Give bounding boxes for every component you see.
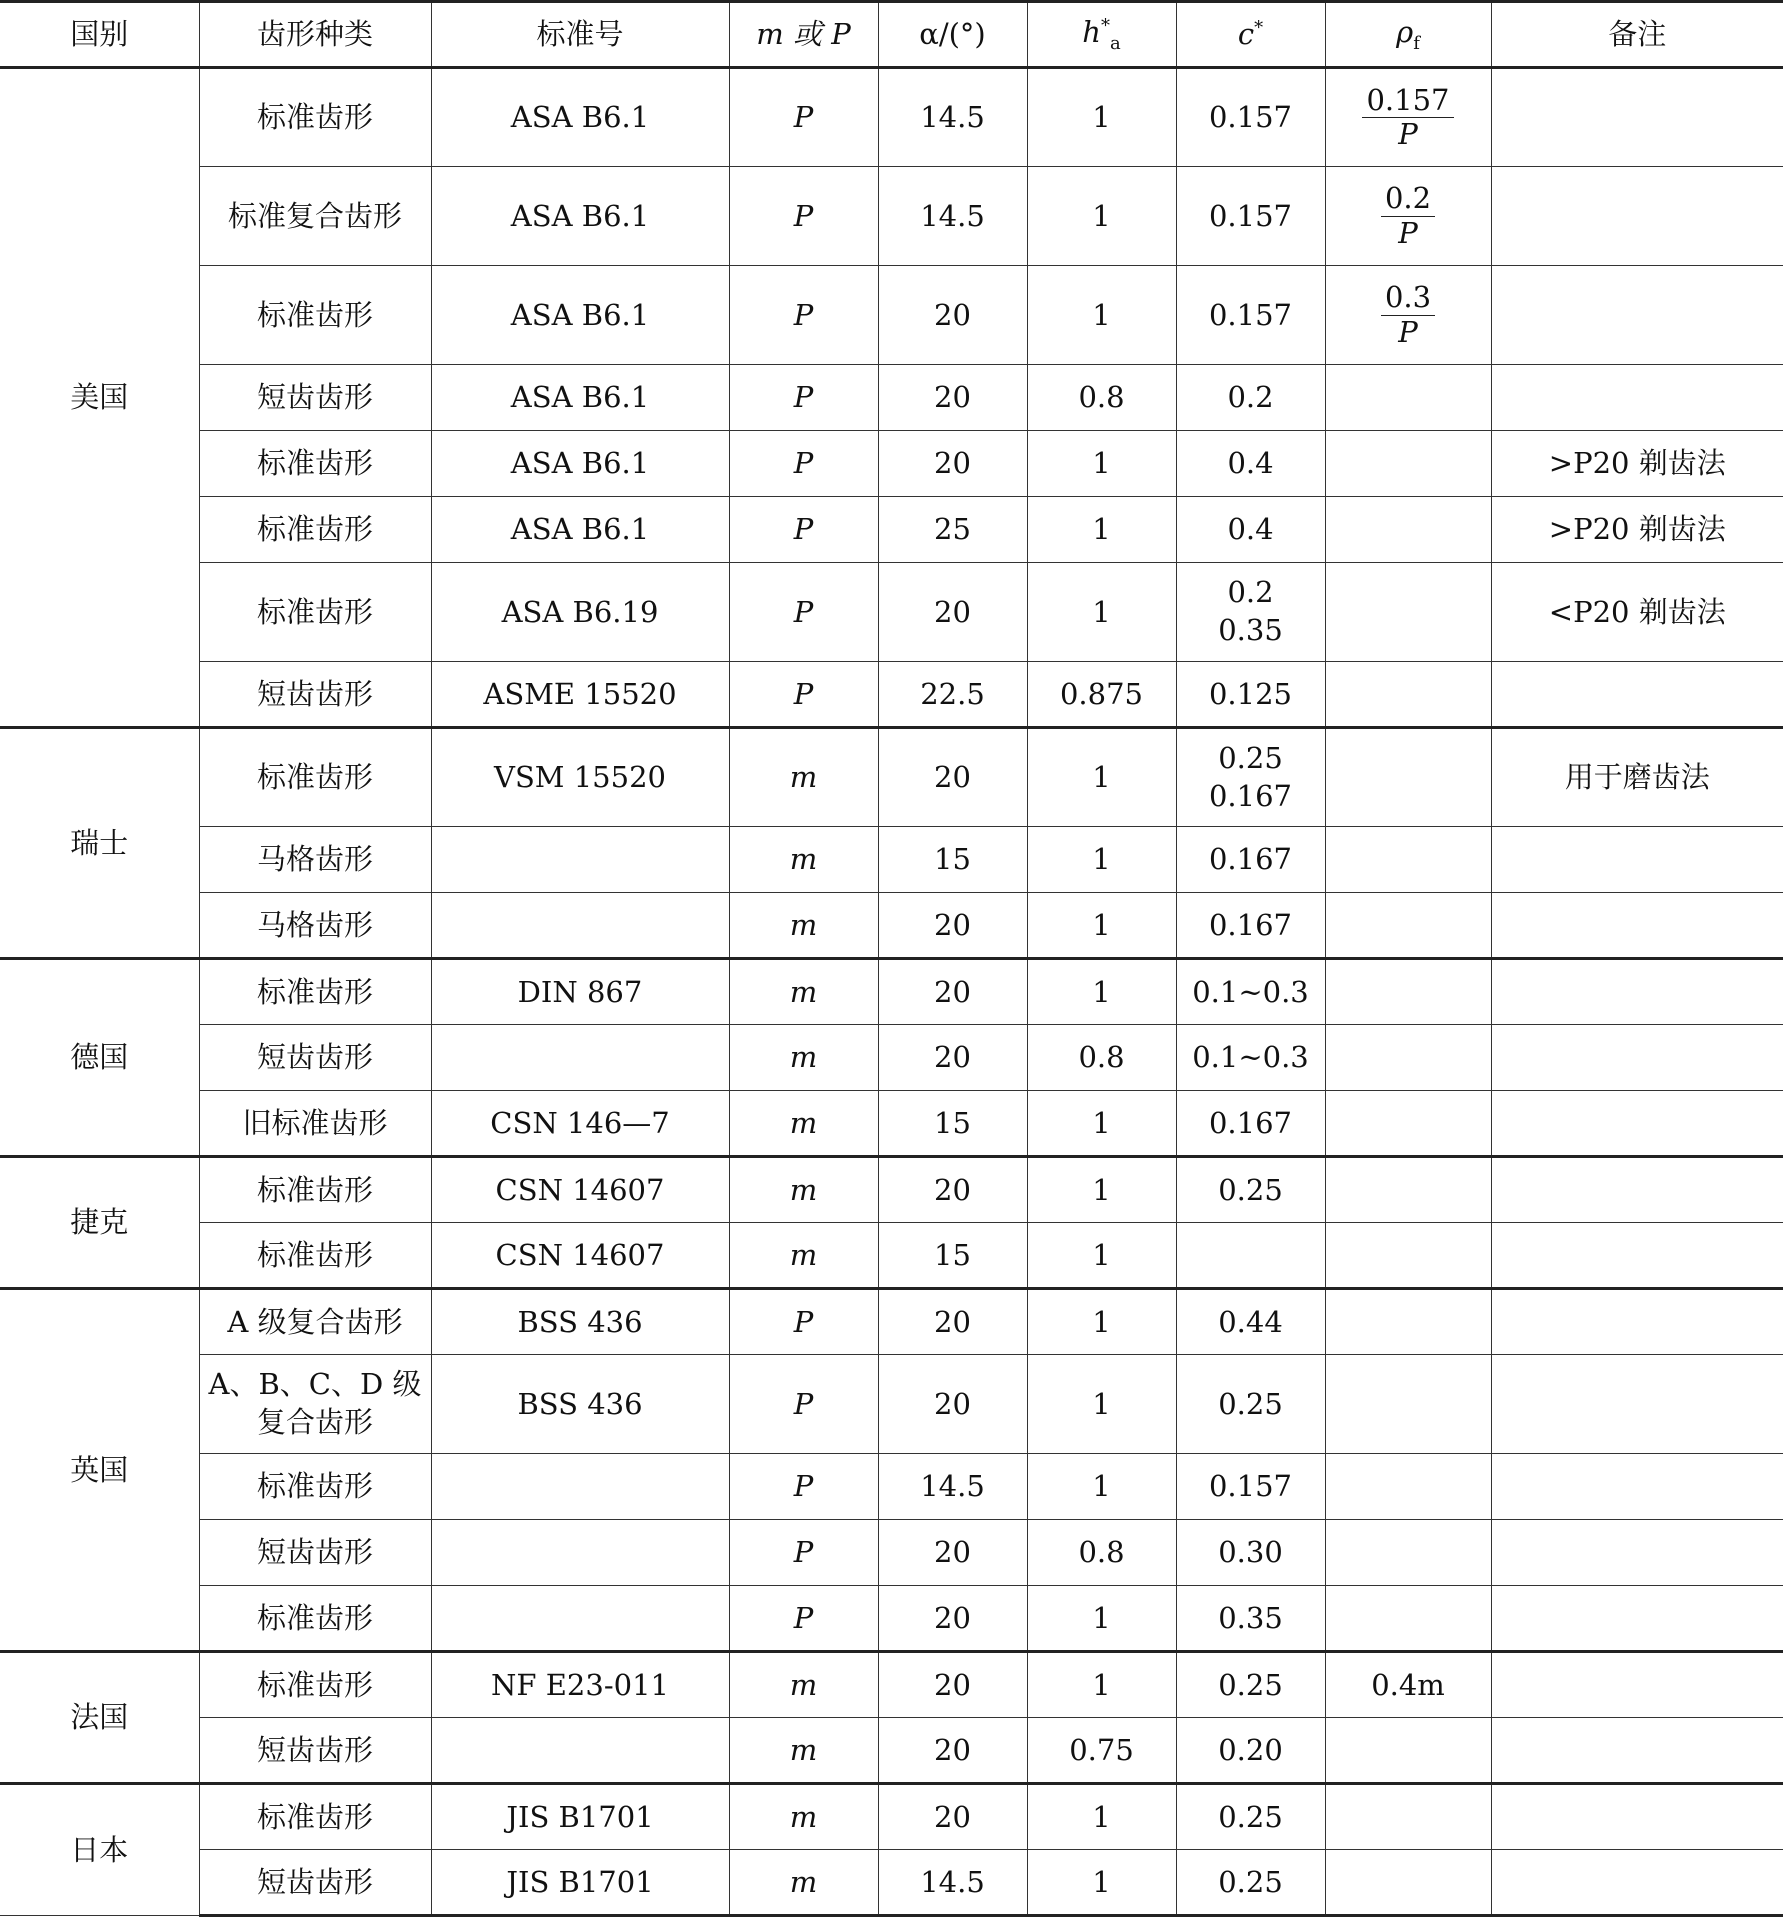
type-cell: 标准齿形 [199,497,431,563]
rho-fraction: $\frac{0.2}{P}$ [1381,182,1435,250]
mp-cell: P [729,662,878,728]
table-row [0,1784,1783,1850]
header-country: 国别 [0,2,199,68]
table-row [0,959,1783,1025]
alpha-cell: 20 [878,365,1027,431]
alpha-cell: 20 [878,1652,1027,1718]
standard-cell: ASME 15520 [431,662,729,728]
alpha-cell: 15 [878,1223,1027,1289]
c-cell: 0.4 [1176,431,1325,497]
alpha-cell: 14.5 [878,167,1027,266]
note-cell [1491,1091,1783,1157]
rho-cell [1325,1520,1491,1586]
mp-cell: P [729,1586,878,1652]
alpha-cell: 20 [878,1520,1027,1586]
type-cell: 旧标准齿形 [199,1091,431,1157]
ha-cell: 1 [1027,959,1176,1025]
alpha-cell: 15 [878,827,1027,893]
rho-cell [1325,959,1491,1025]
standard-cell [431,1025,729,1091]
rho-cell [1325,365,1491,431]
mp-cell: m [729,1784,878,1850]
ha-cell: 1 [1027,1652,1176,1718]
ha-cell: 1 [1027,1586,1176,1652]
rho-cell [1325,827,1491,893]
ha-cell: 1 [1027,563,1176,662]
c-cell: 0.157 [1176,1454,1325,1520]
mp-cell: m [729,1025,878,1091]
alpha-cell: 14.5 [878,68,1027,167]
country-cell-switzerland: 瑞士 [0,728,199,959]
standard-cell: ASA B6.1 [431,497,729,563]
table-row [0,1289,1783,1355]
c-cell: 0.157 [1176,68,1325,167]
standard-cell: ASA B6.19 [431,563,729,662]
c-cell: 0.4 [1176,497,1325,563]
standard-cell [431,1718,729,1784]
table-row [0,1223,1783,1289]
alpha-cell: 20 [878,893,1027,959]
standard-cell: ASA B6.1 [431,266,729,365]
alpha-cell: 20 [878,1718,1027,1784]
header-rho: $\rho_f$ [1325,2,1491,68]
standard-cell: ASA B6.1 [431,431,729,497]
note-cell: <P20 剃齿法 [1491,563,1783,662]
c-cell: 0.167 [1176,893,1325,959]
header-note: 备注 [1491,2,1783,68]
standard-cell [431,827,729,893]
country-cell-czech: 捷克 [0,1157,199,1289]
type-cell: 标准复合齿形 [199,167,431,266]
rho-cell [1325,1784,1491,1850]
c-cell: 0.30 [1176,1520,1325,1586]
alpha-cell: 20 [878,1586,1027,1652]
type-cell: 标准齿形 [199,1223,431,1289]
table-row [0,167,1783,266]
c-cell: 0.2 0.35 [1176,563,1325,662]
note-cell [1491,1520,1783,1586]
alpha-cell: 15 [878,1091,1027,1157]
rho-fraction: $\frac{0.157}{P}$ [1362,84,1453,152]
header-m-or-p: m 或 P [729,2,878,68]
c-cell: 0.35 [1176,1586,1325,1652]
table-row [0,1652,1783,1718]
rho-cell [1325,1718,1491,1784]
table-row [0,827,1783,893]
ha-cell: 1 [1027,1289,1176,1355]
standard-cell: DIN 867 [431,959,729,1025]
rho-cell [1325,1091,1491,1157]
c-cell: 0.25 [1176,1652,1325,1718]
table-row [0,893,1783,959]
header-standard: 标准号 [431,2,729,68]
note-cell [1491,893,1783,959]
table-row [0,728,1783,827]
type-cell: 短齿齿形 [199,1520,431,1586]
standard-cell: CSN 14607 [431,1223,729,1289]
mp-cell: m [729,893,878,959]
ha-cell: 0.75 [1027,1718,1176,1784]
note-cell [1491,1157,1783,1223]
rho-cell [1325,497,1491,563]
ha-cell: 1 [1027,266,1176,365]
mp-cell: m [729,1652,878,1718]
ha-cell: 1 [1027,1850,1176,1916]
alpha-cell: 14.5 [878,1850,1027,1916]
alpha-cell: 20 [878,959,1027,1025]
standard-cell: CSN 146—7 [431,1091,729,1157]
table-row [0,1850,1783,1916]
note-cell [1491,365,1783,431]
rho-cell [1325,266,1491,365]
header-ha: $h^*_a$ [1027,2,1176,68]
mp-cell: P [729,167,878,266]
type-cell: 标准齿形 [199,68,431,167]
mp-cell: m [729,728,878,827]
country-cell-uk: 英国 [0,1289,199,1652]
type-cell: 马格齿形 [199,893,431,959]
rho-cell [1325,728,1491,827]
type-cell: 标准齿形 [199,959,431,1025]
type-cell: 标准齿形 [199,1652,431,1718]
type-cell: 短齿齿形 [199,365,431,431]
table-row [0,662,1783,728]
ha-cell: 1 [1027,68,1176,167]
note-cell [1491,68,1783,167]
ha-cell: 1 [1027,728,1176,827]
note-cell: >P20 剃齿法 [1491,497,1783,563]
type-cell: 标准齿形 [199,266,431,365]
rho-cell [1325,1850,1491,1916]
type-cell: 标准齿形 [199,563,431,662]
mp-cell: m [729,959,878,1025]
alpha-cell: 14.5 [878,1454,1027,1520]
mp-cell: P [729,1520,878,1586]
type-cell: 标准齿形 [199,1586,431,1652]
type-cell: 短齿齿形 [199,662,431,728]
note-cell [1491,1718,1783,1784]
note-cell [1491,959,1783,1025]
rho-cell [1325,1223,1491,1289]
ha-cell: 1 [1027,497,1176,563]
note-cell [1491,662,1783,728]
standard-cell: VSM 15520 [431,728,729,827]
ha-cell: 1 [1027,167,1176,266]
table-row [0,68,1783,167]
type-cell: 标准齿形 [199,1157,431,1223]
country-cell-germany: 德国 [0,959,199,1157]
c-cell: 0.25 0.167 [1176,728,1325,827]
note-cell [1491,1586,1783,1652]
type-cell: 马格齿形 [199,827,431,893]
ha-cell: 1 [1027,1223,1176,1289]
mp-cell: m [729,827,878,893]
country-cell-japan: 日本 [0,1784,199,1916]
note-cell [1491,1784,1783,1850]
ha-cell: 0.8 [1027,1520,1176,1586]
rho-cell [1325,1355,1491,1454]
rho-cell [1325,1289,1491,1355]
c-cell: 0.1~0.3 [1176,959,1325,1025]
note-cell [1491,1454,1783,1520]
ha-cell: 0.875 [1027,662,1176,728]
alpha-cell: 20 [878,1025,1027,1091]
ha-cell: 0.8 [1027,1025,1176,1091]
alpha-cell: 22.5 [878,662,1027,728]
note-cell [1491,1355,1783,1454]
standard-cell: CSN 14607 [431,1157,729,1223]
mp-cell: m [729,1157,878,1223]
ha-cell: 1 [1027,431,1176,497]
ha-cell: 1 [1027,1355,1176,1454]
ha-cell: 1 [1027,827,1176,893]
table-row [0,1355,1783,1454]
rho-cell [1325,563,1491,662]
standard-cell: ASA B6.1 [431,68,729,167]
mp-cell: P [729,1355,878,1454]
c-cell: 0.25 [1176,1355,1325,1454]
country-cell-france: 法国 [0,1652,199,1784]
c-cell: 0.1~0.3 [1176,1025,1325,1091]
standard-cell: ASA B6.1 [431,167,729,266]
ha-cell: 1 [1027,1454,1176,1520]
table-row [0,497,1783,563]
c-cell: 0.25 [1176,1850,1325,1916]
table-row [0,266,1783,365]
type-cell: 短齿齿形 [199,1718,431,1784]
type-cell: A、B、C、D 级 复合齿形 [199,1355,431,1454]
rho-cell [1325,1157,1491,1223]
alpha-cell: 20 [878,728,1027,827]
table-row [0,1454,1783,1520]
alpha-cell: 20 [878,1355,1027,1454]
note-cell [1491,1850,1783,1916]
c-cell: 0.25 [1176,1784,1325,1850]
c-cell: 0.167 [1176,1091,1325,1157]
rho-cell [1325,662,1491,728]
rho-cell [1325,68,1491,167]
table-row [0,1718,1783,1784]
mp-cell: P [729,1289,878,1355]
ha-cell: 1 [1027,893,1176,959]
c-cell: 0.157 [1176,266,1325,365]
rho-fraction: $\frac{0.3}{P}$ [1381,281,1435,349]
type-cell: 标准齿形 [199,1784,431,1850]
header-alpha: α/(°) [878,2,1027,68]
note-cell: 用于磨齿法 [1491,728,1783,827]
c-cell: 0.20 [1176,1718,1325,1784]
alpha-cell: 20 [878,431,1027,497]
rho-cell [1325,1025,1491,1091]
note-cell [1491,167,1783,266]
standard-cell [431,1586,729,1652]
rho-cell [1325,431,1491,497]
table-row [0,431,1783,497]
type-cell: A 级复合齿形 [199,1289,431,1355]
standard-cell: BSS 436 [431,1355,729,1454]
mp-cell: P [729,266,878,365]
c-cell: 0.125 [1176,662,1325,728]
alpha-cell: 20 [878,1289,1027,1355]
mp-cell: m [729,1718,878,1784]
standard-cell: BSS 436 [431,1289,729,1355]
standard-cell: JIS B1701 [431,1850,729,1916]
rho-cell [1325,1454,1491,1520]
note-cell [1491,1025,1783,1091]
table-row [0,1586,1783,1652]
type-cell: 标准齿形 [199,1454,431,1520]
c-cell: 0.2 [1176,365,1325,431]
c-cell: 0.167 [1176,827,1325,893]
ha-cell: 1 [1027,1091,1176,1157]
header-row [0,2,1783,68]
alpha-cell: 20 [878,1157,1027,1223]
ha-cell: 0.8 [1027,365,1176,431]
table-row [0,563,1783,662]
mp-cell: m [729,1223,878,1289]
country-cell-usa: 美国 [0,68,199,728]
standard-cell [431,1454,729,1520]
mp-cell: P [729,497,878,563]
alpha-cell: 20 [878,266,1027,365]
ha-cell: 1 [1027,1784,1176,1850]
mp-cell: P [729,365,878,431]
mp-cell: P [729,1454,878,1520]
c-cell: 0.25 [1176,1157,1325,1223]
type-cell: 标准齿形 [199,431,431,497]
c-cell: 0.44 [1176,1289,1325,1355]
mp-cell: m [729,1091,878,1157]
table-row [0,1157,1783,1223]
standard-cell [431,1520,729,1586]
table-row [0,1091,1783,1157]
rho-cell [1325,893,1491,959]
ha-cell: 1 [1027,1157,1176,1223]
standard-cell [431,893,729,959]
note-cell [1491,1652,1783,1718]
mp-cell: P [729,68,878,167]
header-type: 齿形种类 [199,2,431,68]
table-row [0,365,1783,431]
standard-cell: ASA B6.1 [431,365,729,431]
mp-cell: P [729,431,878,497]
c-cell: 0.157 [1176,167,1325,266]
rho-cell [1325,1586,1491,1652]
alpha-cell: 20 [878,1784,1027,1850]
header-c: c* [1176,2,1325,68]
table-row [0,1520,1783,1586]
note-cell [1491,827,1783,893]
note-cell [1491,266,1783,365]
note-cell: >P20 剃齿法 [1491,431,1783,497]
rho-cell: 0.4m [1325,1652,1491,1718]
standard-cell: NF E23-011 [431,1652,729,1718]
type-cell: 标准齿形 [199,728,431,827]
alpha-cell: 20 [878,563,1027,662]
rho-cell [1325,167,1491,266]
type-cell: 短齿齿形 [199,1850,431,1916]
mp-cell: P [729,563,878,662]
table-row [0,1025,1783,1091]
standard-cell: JIS B1701 [431,1784,729,1850]
type-cell: 短齿齿形 [199,1025,431,1091]
alpha-cell: 25 [878,497,1027,563]
note-cell [1491,1289,1783,1355]
note-cell [1491,1223,1783,1289]
mp-cell: m [729,1850,878,1916]
c-cell [1176,1223,1325,1289]
